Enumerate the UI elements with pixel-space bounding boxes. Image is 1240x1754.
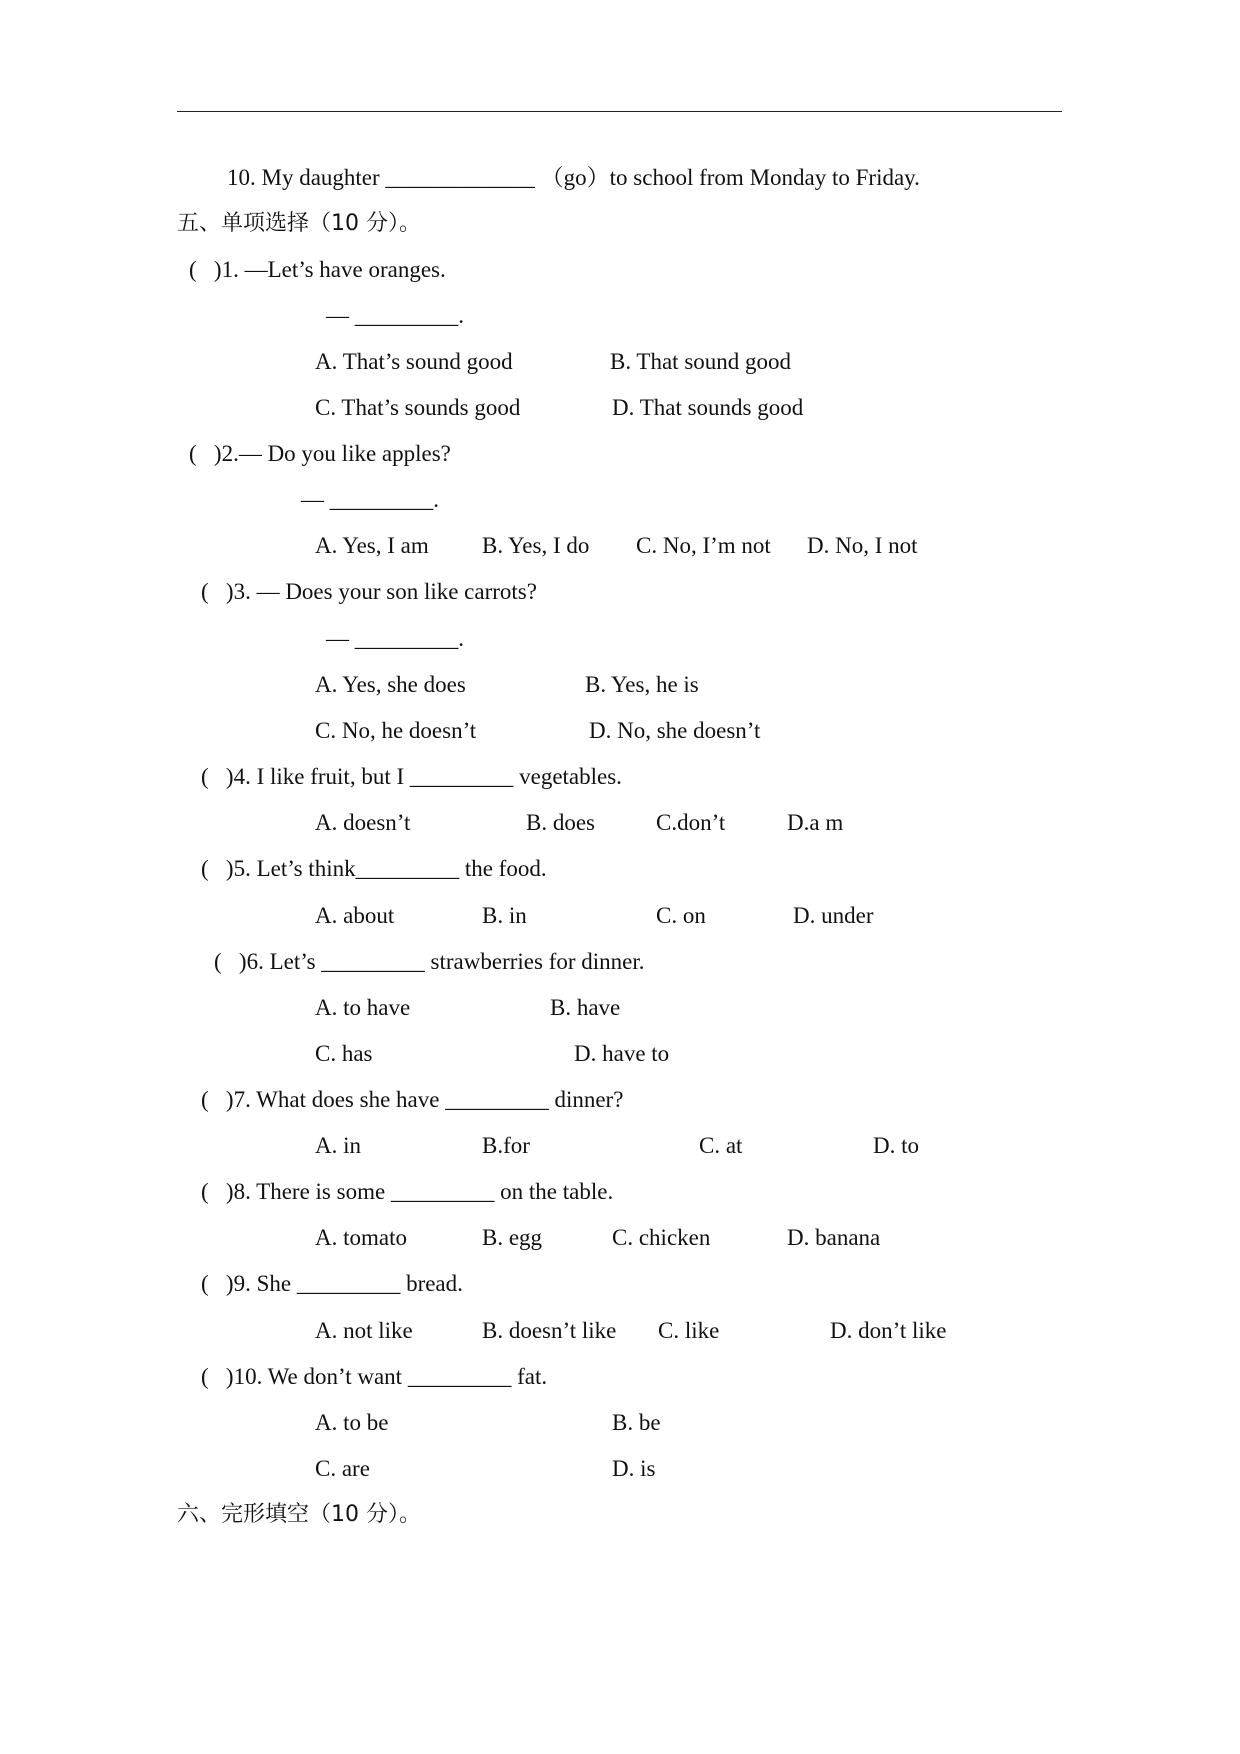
question-3-answer-line: — _________. [326,626,464,651]
question-3-option-b: B. Yes, he is [585,672,699,697]
question-1-answer-line: — _________. [326,303,464,328]
question-7-option-a: A. in [315,1133,361,1158]
question-2-stem: ( )2.— Do you like apples? [189,441,451,466]
question-2-option-b: B. Yes, I do [482,533,590,558]
question-4-option-c: C.don’t [656,810,726,835]
question-1-option-c: C. That’s sounds good [315,395,521,420]
question-7-option-b: B.for [482,1133,530,1158]
question-3-option-a: A. Yes, she does [315,672,466,697]
question-2-option-d: D. No, I not [807,533,918,558]
question-10-option-d: D. is [612,1456,656,1481]
section-5-heading: 五、单项选择（10 分）。 [177,211,421,236]
question-9-option-b: B. doesn’t like [482,1318,617,1343]
question-5-option-a: A. about [315,903,395,928]
question-9-stem: ( )9. She _________ bread. [201,1271,463,1296]
question-5-option-b: B. in [482,903,527,928]
question-1-option-d: D. That sounds good [612,395,804,420]
question-7-option-d: D. to [873,1133,919,1158]
question-6-option-c: C. has [315,1041,373,1066]
question-3-option-d: D. No, she doesn’t [589,718,761,743]
question-2-option-c: C. No, I’m not [636,533,771,558]
question-7-stem: ( )7. What does she have _________ dinner? [201,1087,624,1112]
question-6-option-d: D. have to [574,1041,670,1066]
question-5-stem: ( )5. Let’s think_________ the food. [201,856,547,881]
question-8-option-d: D. banana [787,1225,881,1250]
question-10-option-b: B. be [612,1410,661,1435]
question-5-option-c: C. on [656,903,706,928]
question-1-stem: ( )1. —Let’s have oranges. [189,257,446,282]
question-10-option-c: C. are [315,1456,370,1481]
question-1-option-a: A. That’s sound good [315,349,513,374]
header-rule [177,111,1062,112]
question-8-option-a: A. tomato [315,1225,407,1250]
question-4-stem: ( )4. I like fruit, but I _________ vegetables. [201,764,622,789]
question-4-option-b: B. does [526,810,595,835]
question-8-stem: ( )8. There is some _________ on the table. [201,1179,614,1204]
question-8-option-c: C. chicken [612,1225,711,1250]
question-8-option-b: B. egg [482,1225,543,1250]
fill-item-10: 10. My daughter _____________ （go）to school from Monday to Friday. [227,165,920,190]
question-5-option-d: D. under [793,903,874,928]
question-10-stem: ( )10. We don’t want _________ fat. [201,1364,548,1389]
section-6-heading: 六、完形填空（10 分）。 [177,1502,421,1527]
question-10-option-a: A. to be [315,1410,389,1435]
question-3-option-c: C. No, he doesn’t [315,718,477,743]
question-6-option-b: B. have [550,995,621,1020]
question-2-option-a: A. Yes, I am [315,533,429,558]
question-7-option-c: C. at [699,1133,743,1158]
question-9-option-c: C. like [658,1318,720,1343]
question-4-option-d: D.a m [787,810,844,835]
question-9-option-a: A. not like [315,1318,413,1343]
question-2-answer-line: — _________. [301,487,439,512]
question-3-stem: ( )3. — Does your son like carrots? [201,579,537,604]
question-6-option-a: A. to have [315,995,411,1020]
question-1-option-b: B. That sound good [610,349,792,374]
question-4-option-a: A. doesn’t [315,810,411,835]
question-6-stem: ( )6. Let’s _________ strawberries for dinner. [214,949,645,974]
question-9-option-d: D. don’t like [830,1318,947,1343]
